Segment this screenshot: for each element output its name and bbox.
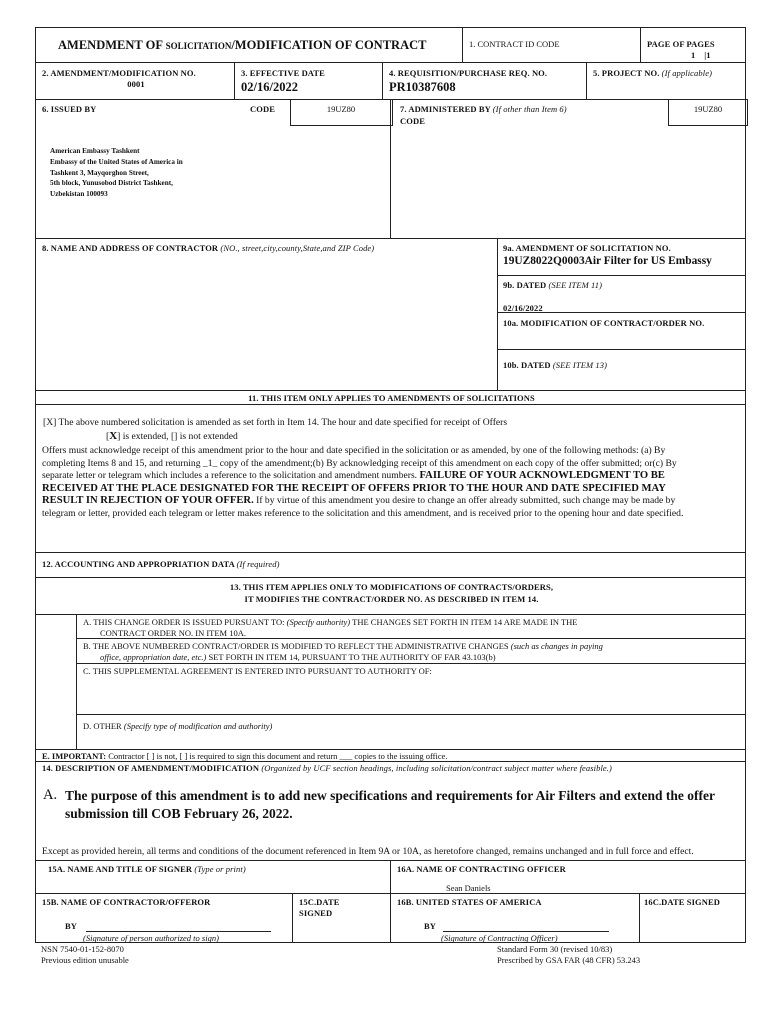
row-4 <box>35 238 746 391</box>
item-11-bold-warning: FAILURE OF YOUR ACKNOWLEDGMENT TO BE RECEIVED AT THE PLACE DESIGNATED FOR THE RECEIPT OF OFFERS PRIOR TO THE HOUR AND DATE SPECIFIED MAY RESULT IN REJECTION OF YOUR OFFER. <box>42 470 666 507</box>
item-13a-lead: A. THIS CHANGE ORDER IS ISSUED PURSUANT TO: <box>83 617 285 627</box>
item-13b-text2 <box>100 652 496 662</box>
admin-label-text: 7. ADMINISTERED BY <box>400 104 491 114</box>
issuer-line: 5th block, Yunusobod District Tashkent, <box>50 179 173 188</box>
issuer-line: Tashkent 3, Mayqorghon Street, <box>50 168 149 177</box>
project-no-label <box>593 68 712 78</box>
contractor-cell <box>35 238 498 391</box>
title-part3: /MODIFICATION OF CONTRACT <box>231 38 427 52</box>
item-13-header1: 13. THIS ITEM APPLIES ONLY TO MODIFICATIONS OF CONTRACTS/ORDERS, <box>229 582 554 592</box>
form-footer <box>35 943 746 969</box>
contracting-officer-name: Sean Daniels <box>446 883 491 893</box>
item-9b-value: 02/16/2022 <box>503 303 543 313</box>
issued-code-box <box>290 99 393 126</box>
item-13b-lead: B. THE ABOVE NUMBERED CONTRACT/ORDER IS MODIFIED TO REFLECT THE ADMINISTRATIVE CHANGES <box>83 641 509 651</box>
contract-id-label: 1. CONTRACT ID CODE <box>469 39 560 49</box>
item-13-header2: IT MODIFIES THE CONTRACT/ORDER NO. AS DESCRIBED IN ITEM 14. <box>244 594 539 604</box>
item-13a-note: (Specify authority) <box>286 617 351 627</box>
item-13d-note: (Specify type of modification and authority) <box>123 721 273 731</box>
item-13a-row <box>76 614 746 639</box>
project-label-note: (If applicable) <box>661 68 713 78</box>
item-11-body <box>35 404 746 553</box>
item-11-header-text: 11. THIS ITEM ONLY APPLIES TO AMENDMENTS OF SOLICITATIONS <box>248 393 535 403</box>
item-13a-tail: THE CHANGES SET FORTH IN ITEM 14 ARE MADE IN THE <box>352 617 578 627</box>
item-13a-text1 <box>83 617 578 627</box>
admin-code-box <box>668 99 748 126</box>
issued-by-label: 6. ISSUED BY <box>42 104 97 114</box>
item-14-label <box>42 763 612 773</box>
item-12-row <box>35 552 746 578</box>
form-title-cell <box>35 27 463 63</box>
item-10b-cell <box>497 349 746 391</box>
item-13-checkbox-column <box>35 614 77 750</box>
item-13-header <box>35 577 746 615</box>
item-10b-label-note: (SEE ITEM 13) <box>552 360 608 370</box>
signer-16c-label: 16C.DATE SIGNED <box>644 897 720 907</box>
administered-by-cell <box>390 99 746 239</box>
signer-row-2 <box>35 893 746 943</box>
by-label-officer: BY <box>424 921 437 931</box>
important-text <box>42 751 448 761</box>
item-13b-note2: office, appropriation date, etc.) <box>100 652 207 662</box>
item-13b-note1: (such as changes in paying <box>510 641 603 651</box>
page-label: PAGE OF PAGES <box>647 39 715 49</box>
signer-16b-label: 16B. UNITED STATES OF AMERICA <box>397 897 542 907</box>
signer-15a-label <box>48 864 246 874</box>
form-title <box>58 38 426 53</box>
project-no-cell <box>586 62 746 100</box>
contract-id-cell <box>462 27 641 63</box>
row-3 <box>35 99 746 239</box>
item-13d-text <box>83 721 272 731</box>
issuer-address <box>50 146 183 200</box>
item-11-para <box>42 445 708 521</box>
title-part1: AMENDMENT OF <box>58 38 163 52</box>
row-2 <box>35 62 746 100</box>
item-10b-label <box>503 360 607 370</box>
signer-16c-cell <box>639 893 746 943</box>
header-row <box>35 27 746 63</box>
item-13c-row <box>76 663 746 715</box>
issuer-line: Embassy of the United States of America in <box>50 157 183 166</box>
item-9a-value: 19UZ8022Q0003Air Filter for US Embassy <box>503 255 712 267</box>
footer-standard-form: Standard Form 30 (revised 10/83) <box>497 944 613 954</box>
item-9b-label <box>503 280 602 290</box>
item-10a-cell <box>497 312 746 350</box>
contractor-label-note: (NO., street,city,county,State,and ZIP Code) <box>220 243 375 253</box>
item-9b-label-note: (SEE ITEM 11) <box>548 280 603 290</box>
item-12-label-text: 12. ACCOUNTING AND APPROPRIATION DATA <box>42 559 235 569</box>
issued-code-value: 19UZ80 <box>326 104 356 114</box>
signer-16a-label: 16A. NAME OF CONTRACTING OFFICER <box>397 864 566 874</box>
contractor-signature-note: (Signature of person authorized to sign) <box>83 933 219 943</box>
admin-code-label: CODE <box>400 116 425 126</box>
requisition-label: 4. REQUISITION/PURCHASE REQ. NO. <box>389 68 548 78</box>
signer-row-1 <box>35 860 746 894</box>
item-14-block <box>35 761 746 861</box>
item-10b-label-text: 10b. DATED <box>503 360 551 370</box>
signer-15c-cell <box>292 893 391 943</box>
requisition-cell <box>382 62 587 100</box>
admin-code-value: 19UZ80 <box>693 104 723 114</box>
signer-16a-cell <box>390 860 746 894</box>
issuer-line: Uzbekistan 100093 <box>50 190 108 199</box>
item-11-line1: [X] The above numbered solicitation is amended as set forth in Item 14. The hour and date specified for receipt of Offers <box>43 417 508 428</box>
issuer-line: American Embassy Tashkent <box>50 147 140 155</box>
item-14-label-note: (Organized by UCF section headings, including solicitation/contract subject matter where feasible.) <box>261 763 612 773</box>
contractor-label <box>42 243 374 253</box>
page-cell <box>640 27 746 63</box>
signer-15b-label: 15B. NAME OF CONTRACTOR/OFFEROR <box>42 897 211 907</box>
item-13b-tail: SET FORTH IN ITEM 14, PURSUANT TO THE AUTHORITY OF FAR 43.103(b) <box>208 652 496 662</box>
effective-date-label: 3. EFFECTIVE DATE <box>241 68 325 78</box>
item-11-line2 <box>106 430 238 444</box>
issued-by-cell <box>35 99 391 239</box>
item-9a-label: 9a. AMENDMENT OF SOLICITATION NO. <box>503 243 671 253</box>
item-11-header <box>35 390 746 405</box>
important-label: E. IMPORTANT: <box>42 751 107 761</box>
item-11-extended: ] is extended, [] is not extended <box>117 431 238 442</box>
sf30-form <box>35 27 746 969</box>
item-14-marker: A. <box>43 787 58 803</box>
amendment-no-value: 0001 <box>127 79 145 89</box>
amendment-no-label: 2. AMENDMENT/MODIFICATION NO. <box>42 68 196 78</box>
admin-label-note: (If other than Item 6) <box>492 104 567 114</box>
item-13-options <box>35 614 746 750</box>
item-9b-label-text: 9b. DATED <box>503 280 547 290</box>
important-body: Contractor [ ] is not, [ ] is required to sign this document and return ___ copies to the issuing office. <box>108 751 448 761</box>
item-13b-text1 <box>83 641 603 651</box>
signer-15c-label2: SIGNED <box>299 908 333 918</box>
contractor-label-text: 8. NAME AND ADDRESS OF CONTRACTOR <box>42 243 219 253</box>
item-11-para1: Offers must acknowledge receipt of this amendment prior to the hour and date specified in the solicitation or as amended, by one of the following methods: (a) By completing Items 8 and 15, and returning _1_ copy of the amendment;(b) By acknowledging receipt of this amendment on each copy of the offer submitted; or(c) By separate letter or telegram which includes a reference to the solicitation and amendment numbers. <box>42 445 677 482</box>
item-11-x-mark: X <box>109 430 118 442</box>
item-11-bracket: [ <box>106 431 110 442</box>
item-13c-text: C. THIS SUPPLEMENTAL AGREEMENT IS ENTERED INTO PURSUANT TO AUTHORITY OF: <box>83 666 432 676</box>
by-label-contractor: BY <box>65 921 78 931</box>
signer-15a-label-text: 15A. NAME AND TITLE OF SIGNER <box>48 864 193 874</box>
title-part2: SOLICITATION <box>165 41 232 51</box>
item-9b-cell <box>497 275 746 313</box>
item-14-except: Except as provided herein, all terms and conditions of the document referenced in Item 9A or 10A, as heretofore changed, remains unchanged and in full force and effect. <box>42 846 694 857</box>
item-12-label-note: (If required) <box>236 559 280 569</box>
signer-16b-cell <box>390 893 640 943</box>
signer-15b-cell <box>35 893 293 943</box>
signer-15c-label1: 15C.DATE <box>299 897 340 907</box>
issued-code-label: CODE <box>250 104 275 114</box>
item-13b-row <box>76 638 746 664</box>
effective-date-value: 02/16/2022 <box>241 80 298 94</box>
footer-prescribed-by: Prescribed by GSA FAR (48 CFR) 53.243 <box>497 955 641 965</box>
footer-nsn: NSN 7540-01-152-8070 <box>41 944 124 954</box>
page-value: 1 |1 <box>691 50 711 60</box>
footer-previous-edition: Previous edition unusable <box>41 955 129 965</box>
item-13d-lead: D. OTHER <box>83 721 122 731</box>
item-11-para2: If by virtue of this amendment you desire to change an offer already submitted, such change may be made by telegram or letter, provided each telegram or letter makes reference to the solicitation and this amendment, and is received prior to the opening hour and date specified. <box>42 495 684 519</box>
amendment-no-cell <box>35 62 235 100</box>
item-13d-row <box>76 714 746 750</box>
officer-signature-line[interactable] <box>443 931 609 932</box>
item-14-label-text: 14. DESCRIPTION OF AMENDMENT/MODIFICATION <box>42 763 260 773</box>
officer-signature-note: (Signature of Contracting Officer) <box>441 933 558 943</box>
item-9a-cell <box>497 238 746 276</box>
item-14-purpose: The purpose of this amendment is to add new specifications and requirements for Air Filters and extend the offer submission till COB February 26, 2022. <box>65 788 715 821</box>
effective-date-cell <box>234 62 383 100</box>
contractor-signature-line[interactable] <box>86 931 271 932</box>
signer-15a-label-note: (Type or print) <box>194 864 246 874</box>
signer-15a-cell <box>35 860 391 894</box>
item-12-label <box>42 559 280 569</box>
administered-by-label <box>400 104 567 114</box>
item-13a-text3: CONTRACT ORDER NO. IN ITEM 10A. <box>100 628 246 638</box>
project-label-text: 5. PROJECT NO. <box>593 68 660 78</box>
requisition-value: PR10387608 <box>389 80 456 94</box>
item-10a-label: 10a. MODIFICATION OF CONTRACT/ORDER NO. <box>503 318 705 328</box>
